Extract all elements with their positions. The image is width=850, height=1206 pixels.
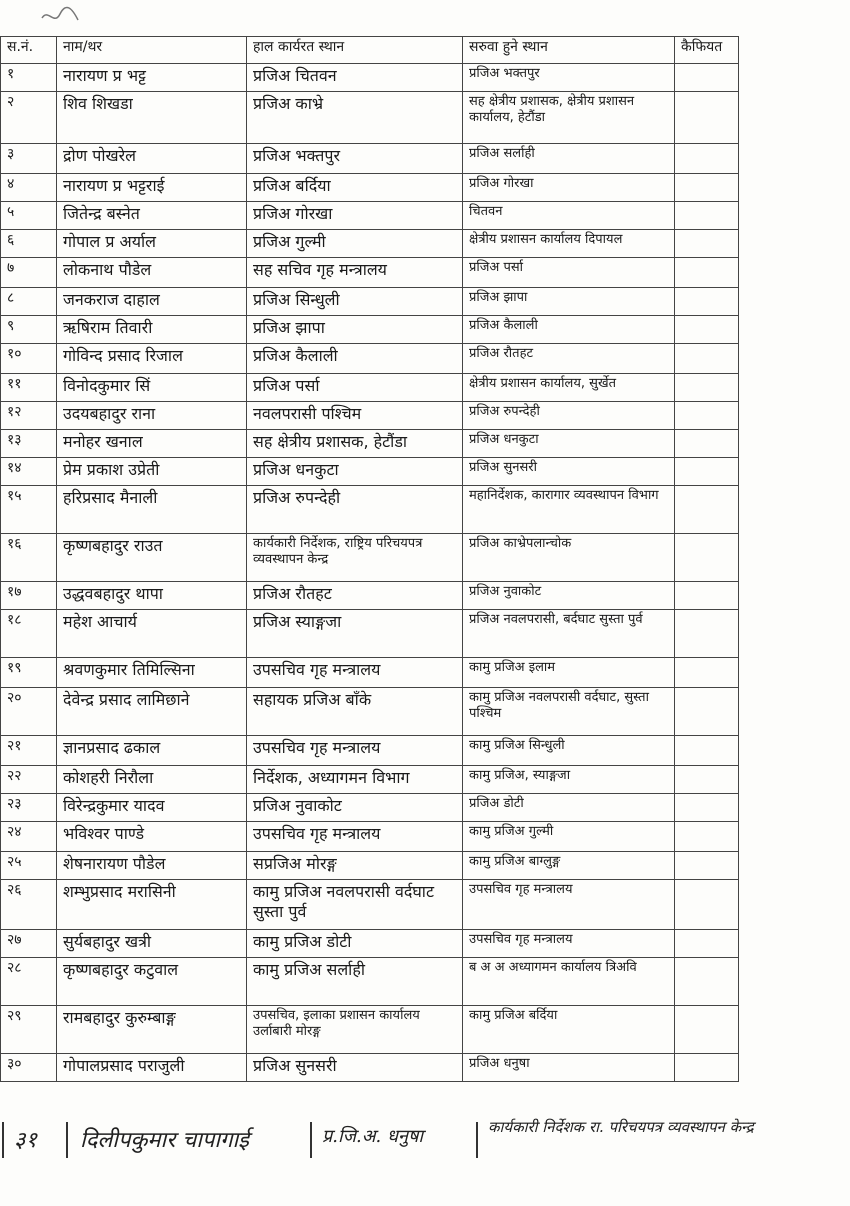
cell-sn: ११ (1, 374, 57, 402)
cell-transfer-post: प्रजिअ डोटी (463, 794, 675, 822)
cell-transfer-post: उपसचिव गृह मन्त्रालय (463, 880, 675, 930)
cell-remarks (675, 736, 739, 766)
cell-sn: १३ (1, 430, 57, 458)
table-row (1, 534, 739, 582)
table-row (1, 258, 739, 288)
cell-remarks (675, 930, 739, 958)
cell-transfer-post: कामु प्रजिअ बर्दिया (463, 1006, 675, 1054)
cell-name: विरेन्द्रकुमार यादव (57, 794, 247, 822)
cell-sn: ६ (1, 230, 57, 258)
table-row (1, 794, 739, 822)
table-row (1, 582, 739, 610)
cell-name: भविश्वर पाण्डे (57, 822, 247, 852)
cell-current-post: प्रजिअ सिन्धुली (247, 288, 463, 316)
cell-remarks (675, 144, 739, 174)
cell-current-post: नवलपरासी पश्चिम (247, 402, 463, 430)
cell-sn: ४ (1, 174, 57, 202)
cell-sn: १९ (1, 658, 57, 688)
table-row (1, 1006, 739, 1054)
handwritten-name: दिलीपकुमार चापागाई (80, 1128, 249, 1153)
table-row (1, 958, 739, 1006)
header-remarks: कैफियत (675, 37, 739, 64)
cell-name: गोविन्द प्रसाद रिजाल (57, 344, 247, 374)
cell-transfer-post: प्रजिअ रौतहट (463, 344, 675, 374)
table-row (1, 430, 739, 458)
cell-name: गोपाल प्र अर्याल (57, 230, 247, 258)
table-row (1, 880, 739, 930)
cell-sn: ८ (1, 288, 57, 316)
table-row (1, 610, 739, 658)
cell-current-post: कार्यकारी निर्देशक, राष्ट्रिय परिचयपत्र व्यवस्थापन केन्द्र (247, 534, 463, 582)
table-row (1, 486, 739, 534)
cell-current-post: प्रजिअ भक्तपुर (247, 144, 463, 174)
cell-transfer-post: प्रजिअ पर्सा (463, 258, 675, 288)
cell-name: हरिप्रसाद मैनाली (57, 486, 247, 534)
cell-name: उद्धवबहादुर थापा (57, 582, 247, 610)
cell-current-post: प्रजिअ स्याङ्गजा (247, 610, 463, 658)
cell-transfer-post: प्रजिअ काभ्रेपलान्चोक (463, 534, 675, 582)
cell-name: द्रोण पोखरेल (57, 144, 247, 174)
cell-remarks (675, 402, 739, 430)
cell-transfer-post: चितवन (463, 202, 675, 230)
cell-name: नारायण प्र भट्ट (57, 64, 247, 92)
table-row (1, 766, 739, 794)
cell-transfer-post: कामु प्रजिअ, स्याङ्गजा (463, 766, 675, 794)
table-row (1, 202, 739, 230)
table-row (1, 658, 739, 688)
cell-name: कृष्णबहादुर राउत (57, 534, 247, 582)
cell-transfer-post: प्रजिअ कैलाली (463, 316, 675, 344)
cell-name: जितेन्द्र बस्नेत (57, 202, 247, 230)
cell-remarks (675, 822, 739, 852)
table-row (1, 822, 739, 852)
cell-remarks (675, 1006, 739, 1054)
cell-current-post: प्रजिअ पर्सा (247, 374, 463, 402)
cell-name: महेश आचार्य (57, 610, 247, 658)
cell-current-post: प्रजिअ गुल्मी (247, 230, 463, 258)
cell-current-post: उपसचिव गृह मन्त्रालय (247, 822, 463, 852)
cell-sn: २९ (1, 1006, 57, 1054)
cell-name: जनकराज दाहाल (57, 288, 247, 316)
cell-current-post: प्रजिअ धनकुटा (247, 458, 463, 486)
cell-current-post: सह सचिव गृह मन्त्रालय (247, 258, 463, 288)
cell-remarks (675, 174, 739, 202)
cell-sn: ५ (1, 202, 57, 230)
cell-sn: १० (1, 344, 57, 374)
cell-remarks (675, 958, 739, 1006)
pen-scribble-mark (40, 4, 80, 28)
cell-remarks (675, 582, 739, 610)
table-row (1, 852, 739, 880)
cell-name: रामबहादुर कुरुम्बाङ्ग (57, 1006, 247, 1054)
cell-current-post: कामु प्रजिअ डोटी (247, 930, 463, 958)
cell-sn: २३ (1, 794, 57, 822)
cell-remarks (675, 374, 739, 402)
cell-current-post: प्रजिअ रौतहट (247, 582, 463, 610)
cell-sn: २७ (1, 930, 57, 958)
cell-current-post: प्रजिअ कैलाली (247, 344, 463, 374)
cell-current-post: प्रजिअ काभ्रे (247, 92, 463, 144)
table-row (1, 688, 739, 736)
cell-name: कृष्णबहादुर कटुवाल (57, 958, 247, 1006)
table-row (1, 92, 739, 144)
table-body (1, 64, 739, 1082)
cell-name: विनोदकुमार सिं (57, 374, 247, 402)
cell-transfer-post: प्रजिअ झापा (463, 288, 675, 316)
table-row (1, 1054, 739, 1082)
cell-name: नारायण प्र भट्टराई (57, 174, 247, 202)
cell-sn: १६ (1, 534, 57, 582)
cell-remarks (675, 534, 739, 582)
cell-name: देवेन्द्र प्रसाद लामिछाने (57, 688, 247, 736)
cell-remarks (675, 852, 739, 880)
cell-remarks (675, 458, 739, 486)
cell-transfer-post: क्षेत्रीय प्रशासन कार्यालय, सुर्खेत (463, 374, 675, 402)
cell-sn: १४ (1, 458, 57, 486)
cell-transfer-post: ब अ अ अध्यागमन कार्यालय त्रिअवि (463, 958, 675, 1006)
handwritten-sn: ३१ (14, 1128, 37, 1153)
cell-transfer-post: प्रजिअ रुपन्देही (463, 402, 675, 430)
table-row (1, 288, 739, 316)
cell-sn: १ (1, 64, 57, 92)
cell-sn: २५ (1, 852, 57, 880)
cell-remarks (675, 1054, 739, 1082)
cell-current-post: प्रजिअ सुनसरी (247, 1054, 463, 1082)
cell-name: सुर्यबहादुर खत्री (57, 930, 247, 958)
cell-remarks (675, 202, 739, 230)
cell-transfer-post: प्रजिअ भक्तपुर (463, 64, 675, 92)
cell-name: प्रेम प्रकाश उप्रेती (57, 458, 247, 486)
cell-sn: २२ (1, 766, 57, 794)
cell-current-post: कामु प्रजिअ सर्लाही (247, 958, 463, 1006)
handwritten-transfer-post: कार्यकारी निर्देशक रा. परिचयपत्र व्यवस्थापन केन्द्र (488, 1118, 754, 1136)
cell-current-post: कामु प्रजिअ नवलपरासी वर्दघाट सुस्ता पुर्व (247, 880, 463, 930)
header-current-post: हाल कार्यरत स्थान (247, 37, 463, 64)
cell-name: मनोहर खनाल (57, 430, 247, 458)
cell-remarks (675, 258, 739, 288)
cell-name: कोशहरी निरौला (57, 766, 247, 794)
cell-name: ऋषिराम तिवारी (57, 316, 247, 344)
cell-transfer-post: कामु प्रजिअ नवलपरासी वर्दघाट, सुस्ता पश्चिम (463, 688, 675, 736)
cell-transfer-post: कामु प्रजिअ बाग्लुङ्ग (463, 852, 675, 880)
cell-remarks (675, 430, 739, 458)
table-row (1, 930, 739, 958)
cell-current-post: प्रजिअ चितवन (247, 64, 463, 92)
cell-remarks (675, 688, 739, 736)
cell-remarks (675, 794, 739, 822)
cell-current-post: प्रजिअ गोरखा (247, 202, 463, 230)
cell-remarks (675, 230, 739, 258)
cell-current-post: प्रजिअ बर्दिया (247, 174, 463, 202)
cell-current-post: सहायक प्रजिअ बाँके (247, 688, 463, 736)
cell-sn: ७ (1, 258, 57, 288)
table-row (1, 316, 739, 344)
handwritten-row (0, 1118, 800, 1164)
cell-current-post: उपसचिव गृह मन्त्रालय (247, 658, 463, 688)
cell-transfer-post: क्षेत्रीय प्रशासन कार्यालय दिपायल (463, 230, 675, 258)
cell-remarks (675, 880, 739, 930)
cell-transfer-post: कामु प्रजिअ गुल्मी (463, 822, 675, 852)
cell-current-post: सह क्षेत्रीय प्रशासक, हेटौंडा (247, 430, 463, 458)
table-row (1, 402, 739, 430)
cell-remarks (675, 610, 739, 658)
table-row (1, 344, 739, 374)
cell-transfer-post: प्रजिअ सुनसरी (463, 458, 675, 486)
cell-transfer-post: प्रजिअ नुवाकोट (463, 582, 675, 610)
cell-sn: १८ (1, 610, 57, 658)
cell-sn: १५ (1, 486, 57, 534)
cell-name: ज्ञानप्रसाद ढकाल (57, 736, 247, 766)
cell-current-post: उपसचिव गृह मन्त्रालय (247, 736, 463, 766)
cell-remarks (675, 658, 739, 688)
cell-name: शेषनारायण पौडेल (57, 852, 247, 880)
handwritten-current-post: प्र.जि.अ. धनुषा (322, 1126, 424, 1147)
cell-current-post: निर्देशक, अध्यागमन विभाग (247, 766, 463, 794)
cell-current-post: प्रजिअ नुवाकोट (247, 794, 463, 822)
cell-transfer-post: प्रजिअ नवलपरासी, बर्दघाट सुस्ता पुर्व (463, 610, 675, 658)
cell-name: श्रवणकुमार तिमिल्सिना (57, 658, 247, 688)
cell-sn: १२ (1, 402, 57, 430)
cell-sn: २० (1, 688, 57, 736)
cell-transfer-post: महानिर्देशक, कारागार व्यवस्थापन विभाग (463, 486, 675, 534)
cell-remarks (675, 766, 739, 794)
cell-sn: २६ (1, 880, 57, 930)
cell-current-post: उपसचिव, इलाका प्रशासन कार्यालय उर्लाबारी मोरङ्ग (247, 1006, 463, 1054)
table-row (1, 174, 739, 202)
cell-name: लोकनाथ पौडेल (57, 258, 247, 288)
header-transfer-post: सरुवा हुने स्थान (463, 37, 675, 64)
cell-remarks (675, 344, 739, 374)
cell-sn: २१ (1, 736, 57, 766)
cell-name: शम्भुप्रसाद मरासिनी (57, 880, 247, 930)
header-name: नाम/थर (57, 37, 247, 64)
cell-sn: ३ (1, 144, 57, 174)
table-row (1, 230, 739, 258)
cell-remarks (675, 64, 739, 92)
table-header-row (1, 37, 739, 64)
cell-transfer-post: प्रजिअ धनुषा (463, 1054, 675, 1082)
cell-sn: २४ (1, 822, 57, 852)
cell-current-post: प्रजिअ रुपन्देही (247, 486, 463, 534)
cell-sn: ३० (1, 1054, 57, 1082)
table-row (1, 458, 739, 486)
cell-name: गोपालप्रसाद पराजुली (57, 1054, 247, 1082)
cell-current-post: प्रजिअ झापा (247, 316, 463, 344)
cell-transfer-post: कामु प्रजिअ इलाम (463, 658, 675, 688)
cell-remarks (675, 288, 739, 316)
cell-remarks (675, 316, 739, 344)
table-row (1, 736, 739, 766)
cell-name: उदयबहादुर राना (57, 402, 247, 430)
table-row (1, 64, 739, 92)
cell-name: शिव शिखडा (57, 92, 247, 144)
cell-transfer-post: प्रजिअ गोरखा (463, 174, 675, 202)
cell-sn: २ (1, 92, 57, 144)
cell-current-post: सप्रजिअ मोरङ्ग (247, 852, 463, 880)
cell-sn: ९ (1, 316, 57, 344)
cell-remarks (675, 92, 739, 144)
table-row (1, 374, 739, 402)
cell-transfer-post: प्रजिअ सर्लाही (463, 144, 675, 174)
cell-remarks (675, 486, 739, 534)
cell-transfer-post: उपसचिव गृह मन्त्रालय (463, 930, 675, 958)
cell-transfer-post: प्रजिअ धनकुटा (463, 430, 675, 458)
cell-sn: १७ (1, 582, 57, 610)
transfer-table (0, 36, 739, 1082)
cell-transfer-post: कामु प्रजिअ सिन्धुली (463, 736, 675, 766)
header-sn: स.नं. (1, 37, 57, 64)
cell-sn: २८ (1, 958, 57, 1006)
table-row (1, 144, 739, 174)
cell-transfer-post: सह क्षेत्रीय प्रशासक, क्षेत्रीय प्रशासन कार्यालय, हेटौंडा (463, 92, 675, 144)
